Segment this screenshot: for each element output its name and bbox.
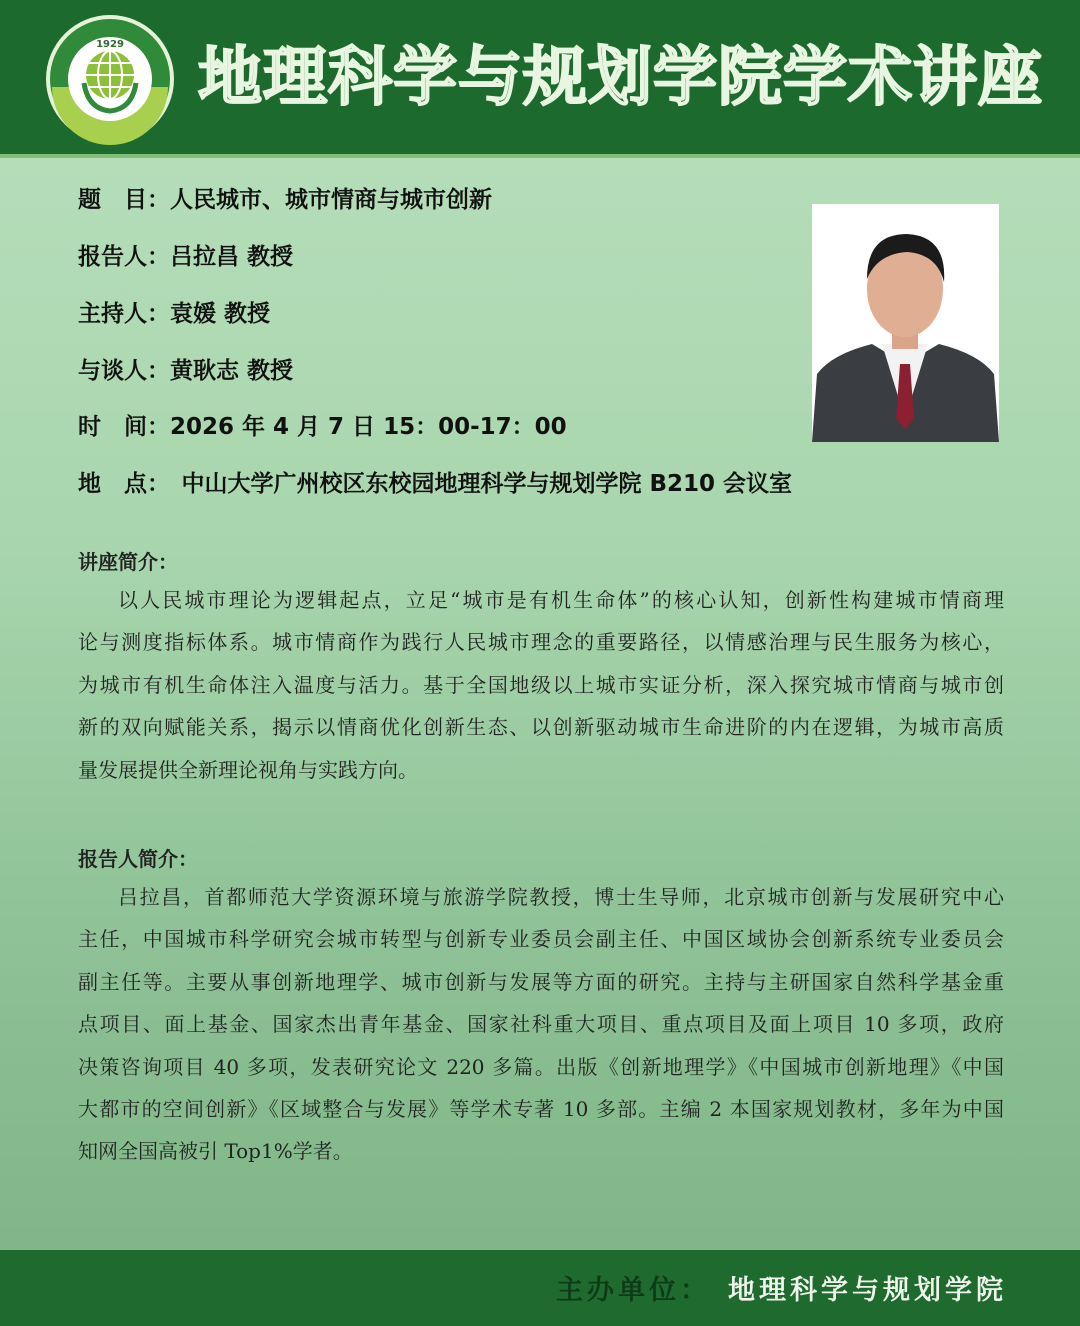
text-line: 新的双向赋能关系，揭示以情商优化创新生态、以创新驱动城市生命进阶的内在逻辑，为城市高质 <box>78 715 1004 740</box>
lecture-abstract <box>78 579 1004 791</box>
venue-label: 地 点： <box>78 471 159 497</box>
speaker-bio <box>78 876 1004 1173</box>
info-discussant <box>78 352 293 385</box>
time-label: 时 间： <box>78 414 170 440</box>
host-label: 主持人： <box>78 301 170 327</box>
time-value: 2026 年 4 月 7 日 15：00-17：00 <box>170 414 567 440</box>
text-line: 大都市的空间创新》《区域整合与发展》等学术专著 10 多部。主编 2 本国家规划教材，多年为中国 <box>78 1096 1004 1121</box>
discussant-value: 黄耿志 教授 <box>170 358 294 384</box>
text-line: 副主任等。主要从事创新地理学、城市创新与发展等方面的研究。主持与主研国家自然科学基金重 <box>78 969 1004 994</box>
speaker-value: 吕拉昌 教授 <box>170 244 294 270</box>
organizer-name: 地理科学与规划学院 <box>728 1275 1007 1306</box>
speaker-label: 报告人： <box>78 244 170 270</box>
info-venue <box>78 465 792 498</box>
discussant-label: 与谈人： <box>78 358 170 384</box>
text-line: 论与测度指标体系。城市情商作为践行人民城市理念的重要路径，以情感治理与民生服务为核心， <box>78 630 1004 655</box>
text-line: 决策咨询项目 40 多项，发表研究论文 220 多篇。出版《创新地理学》《中国城市创新地理》《中国 <box>78 1054 1004 1079</box>
speaker-photo <box>812 204 999 442</box>
lecture-heading: 讲座简介： <box>78 550 178 574</box>
venue-value: 中山大学广州校区东校园地理科学与规划学院 B210 会议室 <box>158 471 793 497</box>
text-line: 量发展提供全新理论视角与实践方向。 <box>78 757 418 782</box>
header-banner <box>0 0 1080 158</box>
poster-title: 地理科学与规划学院学术讲座 <box>198 41 1043 115</box>
speaker-bio-heading: 报告人简介： <box>78 847 198 871</box>
text-line: 主任，中国城市科学研究会城市转型与创新专业委员会副主任、中国区域协会创新系统专业委员会 <box>78 927 1004 952</box>
svg-text:1929: 1929 <box>96 39 124 50</box>
info-speaker <box>78 238 293 271</box>
info-time <box>78 408 567 441</box>
school-logo-icon <box>44 13 176 145</box>
info-topic <box>78 181 492 214</box>
text-line: 点项目、面上基金、国家杰出青年基金、国家社科重大项目、重点项目及面上项目 10 多项，政府 <box>78 1012 1004 1037</box>
info-host <box>78 295 270 328</box>
organizer-label: 主办单位： <box>556 1275 711 1306</box>
text-line: 为城市有机生命体注入温度与活力。基于全国地级以上城市实证分析，深入探究城市情商与城市创 <box>78 672 1004 697</box>
host-value: 袁媛 教授 <box>170 301 271 327</box>
text-line: 吕拉昌，首都师范大学资源环境与旅游学院教授，博士生导师，北京城市创新与发展研究中心 <box>118 885 1004 909</box>
text-line: 知网全国高被引 Top1%学者。 <box>78 1139 353 1164</box>
text-line: 以人民城市理论为逻辑起点，立足“城市是有机生命体”的核心认知，创新性构建城市情商理 <box>118 588 1004 612</box>
topic-value: 人民城市、城市情商与城市创新 <box>170 187 492 213</box>
topic-label: 题 目： <box>78 187 170 213</box>
footer-banner <box>0 1250 1080 1326</box>
